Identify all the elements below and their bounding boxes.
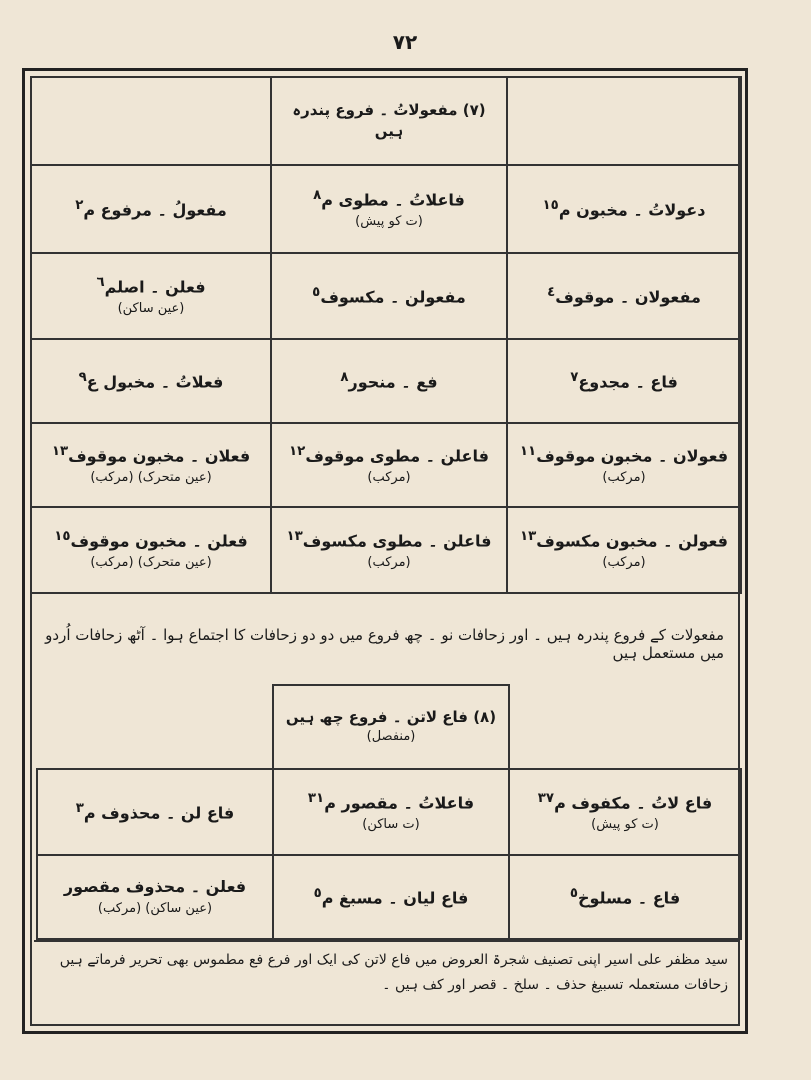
meter-name-text: فاعلن ۔ مطوی موقوف bbox=[305, 445, 489, 465]
section-7-cell bbox=[31, 253, 271, 339]
section-7-cell bbox=[31, 423, 271, 507]
section-7-blank-cell bbox=[31, 77, 271, 165]
meter-name bbox=[278, 284, 500, 309]
meter-name bbox=[38, 443, 264, 468]
meter-name bbox=[38, 197, 264, 222]
meter-name bbox=[44, 876, 266, 898]
section-8-title-note: (منفصل) bbox=[366, 729, 416, 745]
section-7-cell bbox=[271, 165, 507, 253]
section-8-title bbox=[273, 685, 509, 769]
meter-name-text: دعولاتُ ۔ مخبون م bbox=[558, 199, 706, 219]
meter-name bbox=[516, 885, 734, 910]
meter-name-text: فعلاتُ ۔ مخبول ع bbox=[86, 371, 224, 391]
meter-name-text: مفعولان ۔ موقوف bbox=[555, 286, 701, 306]
variant-number: ١٣ bbox=[286, 528, 303, 544]
page-number: ٧٢ bbox=[392, 30, 418, 54]
variant-number: ٣ bbox=[75, 800, 84, 816]
meter-name-text: فعلان ۔ مخبون موقوف bbox=[68, 445, 251, 465]
variant-number: ١٣ bbox=[51, 443, 69, 459]
variant-number: ١١ bbox=[519, 443, 537, 459]
meter-note: (ت کو پیش) bbox=[355, 214, 423, 230]
section-7-cell bbox=[271, 423, 507, 507]
section-7-row bbox=[31, 165, 741, 253]
meter-note: (مرکب) bbox=[367, 470, 411, 486]
section-8-cell bbox=[273, 855, 509, 939]
meter-name bbox=[278, 187, 500, 212]
variant-number: ٩ bbox=[78, 369, 87, 385]
meter-name bbox=[280, 790, 502, 815]
meter-note: (مرکب) bbox=[602, 555, 646, 571]
meter-name-text: فاع لن ۔ محذوف م bbox=[83, 802, 235, 822]
meter-name-text: فعلن ۔ مخبون موقوف bbox=[70, 530, 248, 550]
meter-name-text: مفعولُ ۔ مرفوع م bbox=[83, 199, 227, 219]
section-7-cell bbox=[271, 507, 507, 593]
meter-note: (مرکب) bbox=[367, 555, 411, 571]
section-7-summary: مفعولات کے فروع پندرہ ہیں ۔ اور زحافات نو ۔ چھ فروع میں دو دو زحافات کا اجتماع ہوا ۔ آٹھ زحافات اُردو میں مستعمل ہیں bbox=[45, 626, 724, 662]
meter-name bbox=[514, 197, 734, 222]
section-7-row bbox=[31, 339, 741, 423]
section-7-row bbox=[31, 253, 741, 339]
variant-number: ٥ bbox=[569, 885, 578, 901]
meter-name-text: فاعلاتُ ۔ مطوی م bbox=[321, 189, 465, 209]
variant-number: ٨ bbox=[340, 369, 349, 385]
section-7-cell bbox=[31, 165, 271, 253]
variant-number: ٥ bbox=[313, 885, 322, 901]
meter-name bbox=[44, 800, 266, 825]
section-8-cell bbox=[509, 769, 741, 855]
section-7-row bbox=[31, 423, 741, 507]
meter-note: (ت ساکن) bbox=[362, 817, 420, 833]
meter-note: (مرکب) bbox=[602, 470, 646, 486]
variant-number: ٣١ bbox=[307, 790, 325, 806]
meter-name-text: فع ۔ منحور bbox=[348, 371, 438, 391]
variant-number: ١٣ bbox=[519, 528, 537, 544]
meter-note: (عین متحرک) (مرکب) bbox=[90, 555, 212, 571]
meter-name-text: فاع لاتُ ۔ مکفوف م bbox=[554, 792, 713, 812]
section-7-cell bbox=[31, 339, 271, 423]
meter-note: (عین متحرک) (مرکب) bbox=[90, 470, 212, 486]
meter-name-text: فعلن ۔ محذوف مقصور bbox=[63, 876, 247, 896]
section-7-cell bbox=[507, 423, 741, 507]
meter-name-text: فاع ۔ مسلوخ bbox=[577, 887, 681, 907]
meter-name bbox=[514, 284, 734, 309]
meter-name-text: فاع ۔ مجدوع bbox=[578, 371, 678, 391]
meter-name-text: فاع لیان ۔ مسبغ م bbox=[321, 887, 469, 907]
variant-number: ١٥ bbox=[54, 528, 71, 544]
section-7-blank-cell bbox=[507, 77, 741, 165]
section-7-cell bbox=[507, 339, 741, 423]
variant-number: ٢ bbox=[75, 197, 84, 213]
section-7-title: (٧) مفعولاتُ ۔ فروع پندرہ ہیں bbox=[271, 77, 507, 165]
variant-number: ٧ bbox=[570, 369, 579, 385]
section-8-cell bbox=[37, 855, 273, 939]
section-8-blank-cell bbox=[37, 685, 273, 769]
meter-name bbox=[514, 443, 734, 468]
meter-name bbox=[38, 528, 264, 553]
section-7-cell bbox=[271, 339, 507, 423]
meter-note: (ت کو پیش) bbox=[591, 817, 659, 833]
meter-name bbox=[38, 369, 264, 394]
meter-note: (عین ساکن) bbox=[117, 301, 185, 317]
meter-name bbox=[516, 790, 734, 815]
meter-name bbox=[514, 369, 734, 394]
meter-name bbox=[278, 369, 500, 394]
meter-name bbox=[38, 274, 264, 299]
meter-note: (عین ساکن) (مرکب) bbox=[97, 901, 213, 917]
meter-name-text: فعولان ۔ مخبون موقوف bbox=[536, 445, 729, 465]
section-8-table bbox=[36, 684, 742, 940]
footnote: سید مظفر علی اسیر اپنی تصنیف شجرۃ العروض میں فاع لاتن کی ایک اور فرع فع مطموس بھی تحریر فرماتے ہیں زحافات مستعملہ تسبیغ حذف ۔ سلخ ۔ قصر اور کف ہیں ۔ bbox=[34, 940, 738, 1024]
section-7-cell bbox=[507, 165, 741, 253]
variant-number: ٥ bbox=[312, 284, 321, 300]
meter-name-text: فعولن ۔ مخبون مکسوف bbox=[536, 530, 729, 550]
meter-name bbox=[278, 443, 500, 468]
section-8-title-text: (٨) فاع لاتن ۔ فروع چھ ہیں bbox=[285, 708, 497, 727]
section-8-row bbox=[37, 855, 741, 939]
section-7-cell bbox=[271, 253, 507, 339]
meter-name-text: مفعولن ۔ مکسوف bbox=[320, 286, 466, 306]
meter-name-text: فاعلاتُ ۔ مقصور م bbox=[324, 792, 475, 812]
section-7-row bbox=[31, 507, 741, 593]
meter-name bbox=[280, 885, 502, 910]
meter-name bbox=[514, 528, 734, 553]
section-8-cell bbox=[273, 769, 509, 855]
variant-number: ١٥ bbox=[542, 197, 559, 213]
variant-number: ٨ bbox=[313, 187, 322, 203]
meter-name-text: فعلن ۔ اصلم bbox=[104, 276, 206, 296]
section-7-cell bbox=[31, 507, 271, 593]
section-7-table bbox=[30, 76, 742, 594]
section-8-row bbox=[37, 769, 741, 855]
section-8-blank-cell bbox=[509, 685, 741, 769]
variant-number: ١٢ bbox=[289, 443, 306, 459]
section-7-cell bbox=[507, 507, 741, 593]
section-7-cell bbox=[507, 253, 741, 339]
meter-name bbox=[278, 528, 500, 553]
meter-name-text: فاعلن ۔ مطوی مکسوف bbox=[302, 530, 492, 550]
section-8-cell bbox=[509, 855, 741, 939]
section-8-cell bbox=[37, 769, 273, 855]
variant-number: ٤ bbox=[547, 284, 556, 300]
variant-number: ٣٧ bbox=[537, 790, 555, 806]
variant-number: ٦ bbox=[96, 274, 105, 290]
